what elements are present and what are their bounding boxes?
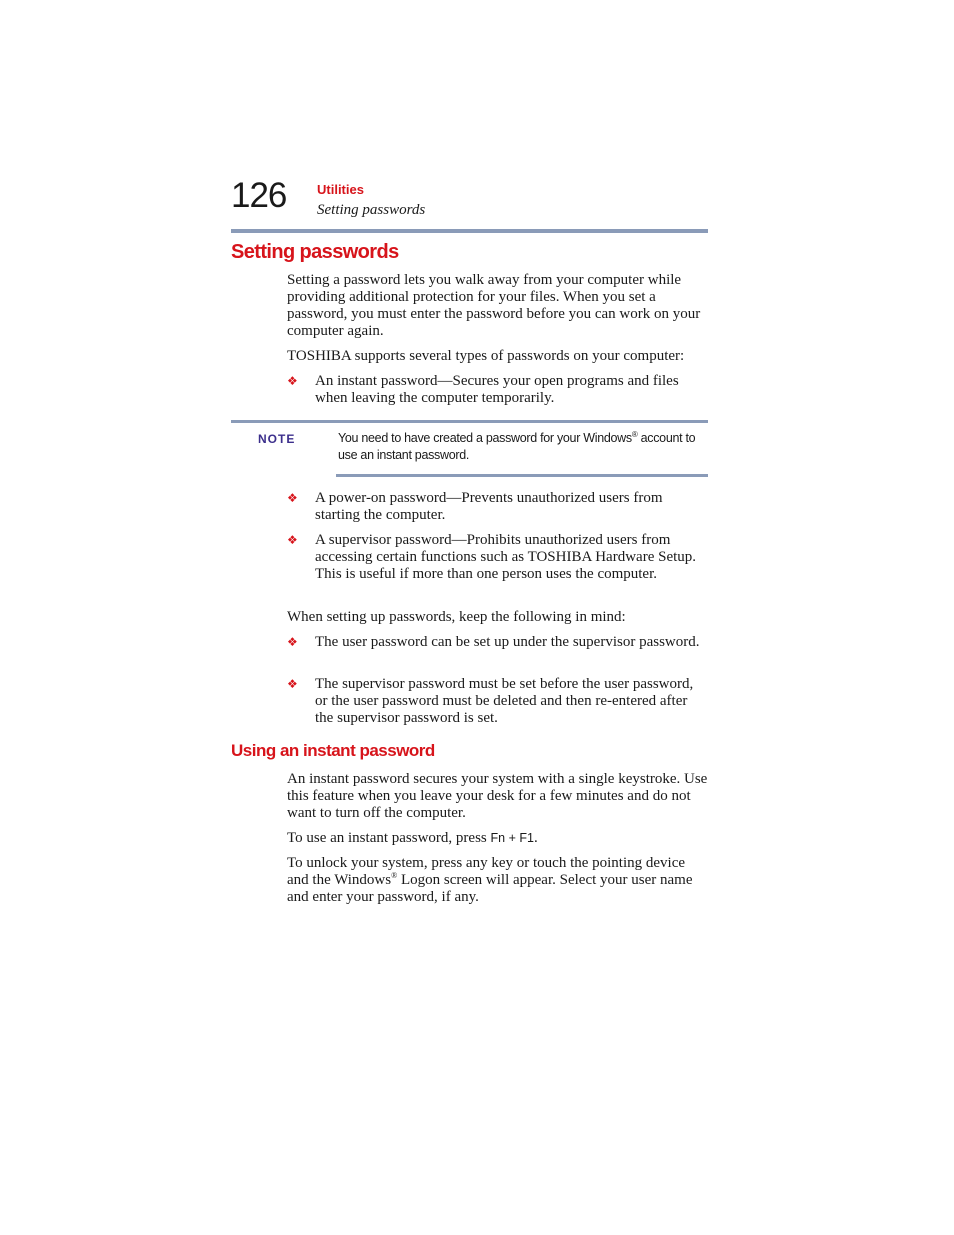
list-item-text: The user password can be set up under the supervisor password. — [315, 634, 700, 650]
list-item — [287, 490, 709, 524]
list-item-text: The supervisor password must be set before the user password, or the user password must be deleted and then re-entered after the supervisor password is set. — [315, 676, 694, 726]
running-section: Setting passwords — [317, 202, 426, 218]
bullet-icon: ❖ — [287, 635, 298, 649]
subsection-title: Using an instant password — [231, 741, 435, 760]
types-intro-paragraph — [287, 348, 709, 365]
instant-para-3-text — [287, 855, 709, 906]
types-intro-text: TOSHIBA supports several types of passwords on your computer: — [287, 348, 685, 364]
bullet-icon: ❖ — [287, 533, 298, 547]
running-head — [317, 181, 425, 221]
intro-paragraph — [287, 272, 709, 340]
page-number: 126 — [231, 176, 287, 215]
note-rule-top — [231, 420, 708, 423]
list-item-text: A power-on password—Prevents unauthorized users from starting the computer. — [315, 490, 663, 523]
instant-para-2-text — [287, 830, 709, 847]
bullet-icon: ❖ — [287, 374, 298, 388]
instant-para-2 — [287, 830, 709, 847]
list-item — [287, 634, 709, 651]
bullet-icon: ❖ — [287, 677, 298, 691]
note-text — [338, 430, 708, 464]
instant-para-3-after: Logon screen will appear. Select your user name and enter your password, if any. — [287, 872, 693, 905]
list-item — [287, 676, 709, 727]
note-text-before: You need to have created a password for your Windows — [338, 431, 632, 445]
keep-in-mind-text: When setting up passwords, keep the following in mind: — [287, 609, 626, 625]
instant-para-1 — [287, 771, 709, 822]
intro-text: Setting a password lets you walk away from your computer while providing additional protection for your files. When you set a password, you must enter the password before you can work on your computer again. — [287, 272, 701, 339]
list-item — [287, 532, 709, 583]
section-title: Setting passwords — [231, 241, 399, 263]
bullet-icon: ❖ — [287, 491, 298, 505]
running-chapter: Utilities — [317, 182, 364, 197]
note-label: NOTE — [258, 432, 296, 446]
registered-mark: ® — [391, 871, 398, 880]
note-rule-bottom — [336, 474, 708, 477]
header-rule — [231, 229, 708, 233]
registered-mark: ® — [631, 429, 638, 439]
instant-para-1-text: An instant password secures your system with a single keystroke. Use this feature when you leave your desk for a few minutes and do not want to turn off the computer. — [287, 771, 708, 821]
key-combination: Fn + F1 — [490, 831, 534, 845]
instant-para-2-before: To use an instant password, press — [287, 830, 491, 846]
list-item — [287, 373, 709, 407]
list-item-text: A supervisor password—Prohibits unauthorized users from accessing certain functions such as TOSHIBA Hardware Setup. This is useful if more than one person uses the computer. — [315, 532, 697, 582]
instant-para-3 — [287, 855, 709, 906]
instant-para-2-after: . — [533, 830, 538, 846]
keep-in-mind-paragraph — [287, 609, 709, 626]
instant-para-3-before: To unlock your system, press any key or touch the pointing device and the Windows — [287, 855, 686, 888]
note-text-after: account to use an instant password. — [338, 431, 696, 462]
list-item-text: An instant password—Secures your open programs and files when leaving the computer temporarily. — [315, 373, 679, 406]
